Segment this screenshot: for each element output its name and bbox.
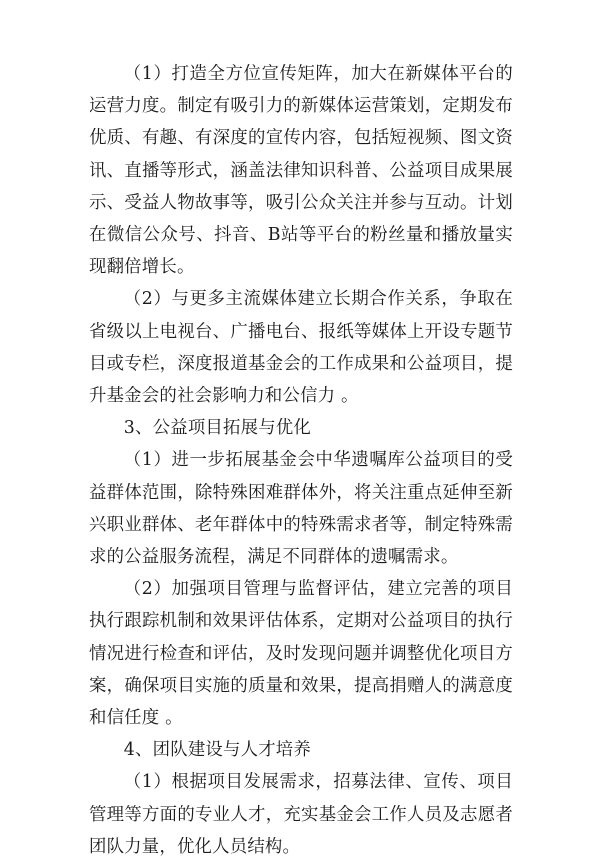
document-body bbox=[89, 58, 513, 863]
paragraph-media-matrix: （1）打造全方位宣传矩阵，加大在新媒体平台的运营力度。制定有吸引力的新媒体运营策划，定期发布优质、有趣、有深度的宣传内容，包括短视频、图文资讯、直播等形式，涵盖法律知识科普、公益项目成果展示、受益人物故事等，吸引公众关注并参与互动。计划在微信公众号、抖音、B站等平台的粉丝量和播放量实现翻倍增长。 bbox=[89, 64, 513, 278]
paragraph-project-management: （2）加强项目管理与监督评估，建立完善的项目执行跟踪机制和效果评估体系，定期对公益项目的执行情况进行检查和评估，及时发现问题并调整优化项目方案，确保项目实施的质量和效果，提高捐赠人的满意度和信任度 。 bbox=[89, 579, 513, 729]
paragraph-mainstream-media: （2）与更多主流媒体建立长期合作关系，争取在省级以上电视台、广播电台、报纸等媒体上开设专题节目或专栏，深度报道基金会的工作成果和公益项目，提升基金会的社会影响力和公信力 。 bbox=[89, 289, 513, 407]
section-heading-project-expansion: 3、公益项目拓展与优化 bbox=[123, 418, 311, 439]
paragraph-beneficiary-scope: （1）进一步拓展基金会中华遗嘱库公益项目的受益群体范围，除特殊困难群体外，将关注重点延伸至新兴职业群体、老年群体中的特殊需求者等，制定特殊需求的公益服务流程，满足不同群体的遗嘱需求。 bbox=[89, 450, 513, 568]
paragraph-talent-recruitment: （1）根据项目发展需求，招募法律、宣传、项目管理等方面的专业人才，充实基金会工作人员及志愿者团队力量，优化人员结构。 bbox=[89, 772, 513, 857]
section-heading-team-building: 4、团队建设与人才培养 bbox=[123, 740, 311, 761]
